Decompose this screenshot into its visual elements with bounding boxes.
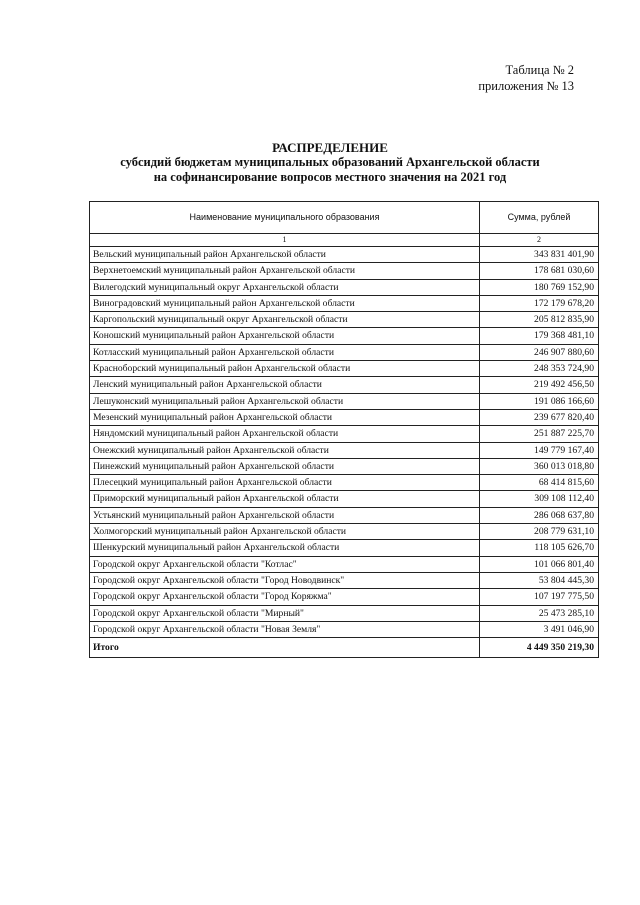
table-row <box>90 442 599 458</box>
total-sum: 4 449 350 219,30 <box>480 638 599 658</box>
table-row <box>90 344 599 360</box>
column-number-sum: 2 <box>480 234 599 247</box>
title-subtitle-line1: субсидий бюджетам муниципальных образований Архангельской области <box>120 155 540 169</box>
table-row <box>90 540 599 556</box>
table-row <box>90 247 599 263</box>
subsidy-amount: 248 353 724,90 <box>480 361 599 377</box>
table-row <box>90 295 599 311</box>
table-row <box>90 377 599 393</box>
table-number-label: Таблица № 2 <box>505 63 574 77</box>
table-row <box>90 621 599 637</box>
municipality-name: Приморский муниципальный район Архангельской области <box>90 491 480 507</box>
table-row <box>90 524 599 540</box>
column-number-row <box>90 234 599 247</box>
subsidy-amount: 191 086 166,60 <box>480 393 599 409</box>
municipality-name: Красноборский муниципальный район Архангельской области <box>90 361 480 377</box>
column-header-name: Наименование муниципального образования <box>90 202 480 234</box>
municipality-name: Вилегодский муниципальный округ Архангельской области <box>90 279 480 295</box>
subsidy-amount: 309 108 112,40 <box>480 491 599 507</box>
table-row <box>90 605 599 621</box>
municipality-name: Вельский муниципальный район Архангельской области <box>90 247 480 263</box>
municipality-name: Ленский муниципальный район Архангельской области <box>90 377 480 393</box>
municipality-name: Городской округ Архангельской области "Город Коряжма" <box>90 589 480 605</box>
column-header-sum: Сумма, рублей <box>480 202 599 234</box>
total-row <box>90 638 599 658</box>
table-row <box>90 361 599 377</box>
table-row <box>90 328 599 344</box>
municipality-name: Городской округ Архангельской области "Новая Земля" <box>90 621 480 637</box>
subsidy-amount: 172 179 678,20 <box>480 295 599 311</box>
municipality-name: Няндомский муниципальный район Архангельской области <box>90 426 480 442</box>
municipality-name: Городской округ Архангельской области "Город Новодвинск" <box>90 572 480 588</box>
subsidy-amount: 360 013 018,80 <box>480 458 599 474</box>
table-row <box>90 589 599 605</box>
subsidy-amount: 180 769 152,90 <box>480 279 599 295</box>
subsidy-amount: 68 414 815,60 <box>480 475 599 491</box>
distribution-table <box>89 201 599 658</box>
table-row <box>90 507 599 523</box>
municipality-name: Городской округ Архангельской области "Мирный" <box>90 605 480 621</box>
municipality-name: Устьянский муниципальный район Архангельской области <box>90 507 480 523</box>
table-row <box>90 393 599 409</box>
appendix-number-label: приложения № 13 <box>478 79 574 93</box>
subsidy-amount: 107 197 775,50 <box>480 589 599 605</box>
subsidy-amount: 178 681 030,60 <box>480 263 599 279</box>
table-row <box>90 458 599 474</box>
table-reference <box>478 62 574 94</box>
document-title <box>60 140 600 185</box>
subsidy-amount: 118 105 626,70 <box>480 540 599 556</box>
municipality-name: Мезенский муниципальный район Архангельской области <box>90 409 480 425</box>
municipality-name: Котласский муниципальный район Архангельской области <box>90 344 480 360</box>
title-subtitle-line2: на софинансирование вопросов местного значения на 2021 год <box>153 170 507 184</box>
subsidy-amount: 53 804 445,30 <box>480 572 599 588</box>
subsidy-amount: 25 473 285,10 <box>480 605 599 621</box>
subsidy-amount: 205 812 835,90 <box>480 312 599 328</box>
subsidy-amount: 239 677 820,40 <box>480 409 599 425</box>
municipality-name: Коношский муниципальный район Архангельской области <box>90 328 480 344</box>
subsidy-amount: 343 831 401,90 <box>480 247 599 263</box>
table-row <box>90 426 599 442</box>
municipality-name: Верхнетоемский муниципальный район Архангельской области <box>90 263 480 279</box>
subsidy-amount: 101 066 801,40 <box>480 556 599 572</box>
table-row <box>90 409 599 425</box>
column-number-name: 1 <box>90 234 480 247</box>
municipality-name: Городской округ Архангельской области "Котлас" <box>90 556 480 572</box>
municipality-name: Пинежский муниципальный район Архангельской области <box>90 458 480 474</box>
table-row <box>90 279 599 295</box>
total-label: Итого <box>90 638 480 658</box>
table-row <box>90 572 599 588</box>
municipality-name: Холмогорский муниципальный район Архангельской области <box>90 524 480 540</box>
subsidy-amount: 179 368 481,10 <box>480 328 599 344</box>
subsidy-amount: 3 491 046,90 <box>480 621 599 637</box>
table-row <box>90 475 599 491</box>
municipality-name: Каргопольский муниципальный округ Архангельской области <box>90 312 480 328</box>
municipality-name: Лешуконский муниципальный район Архангельской области <box>90 393 480 409</box>
subsidy-amount: 246 907 880,60 <box>480 344 599 360</box>
municipality-name: Виноградовский муниципальный район Архангельской области <box>90 295 480 311</box>
table-row <box>90 263 599 279</box>
municipality-name: Шенкурский муниципальный район Архангельской области <box>90 540 480 556</box>
subsidy-amount: 149 779 167,40 <box>480 442 599 458</box>
table-row <box>90 491 599 507</box>
municipality-name: Онежский муниципальный район Архангельской области <box>90 442 480 458</box>
subsidy-amount: 219 492 456,50 <box>480 377 599 393</box>
table-row <box>90 556 599 572</box>
subsidy-amount: 251 887 225,70 <box>480 426 599 442</box>
subsidy-amount: 208 779 631,10 <box>480 524 599 540</box>
title-main: РАСПРЕДЕЛЕНИЕ <box>272 140 388 155</box>
table-row <box>90 312 599 328</box>
municipality-name: Плесецкий муниципальный район Архангельской области <box>90 475 480 491</box>
table-header-row <box>90 202 599 234</box>
subsidy-amount: 286 068 637,80 <box>480 507 599 523</box>
